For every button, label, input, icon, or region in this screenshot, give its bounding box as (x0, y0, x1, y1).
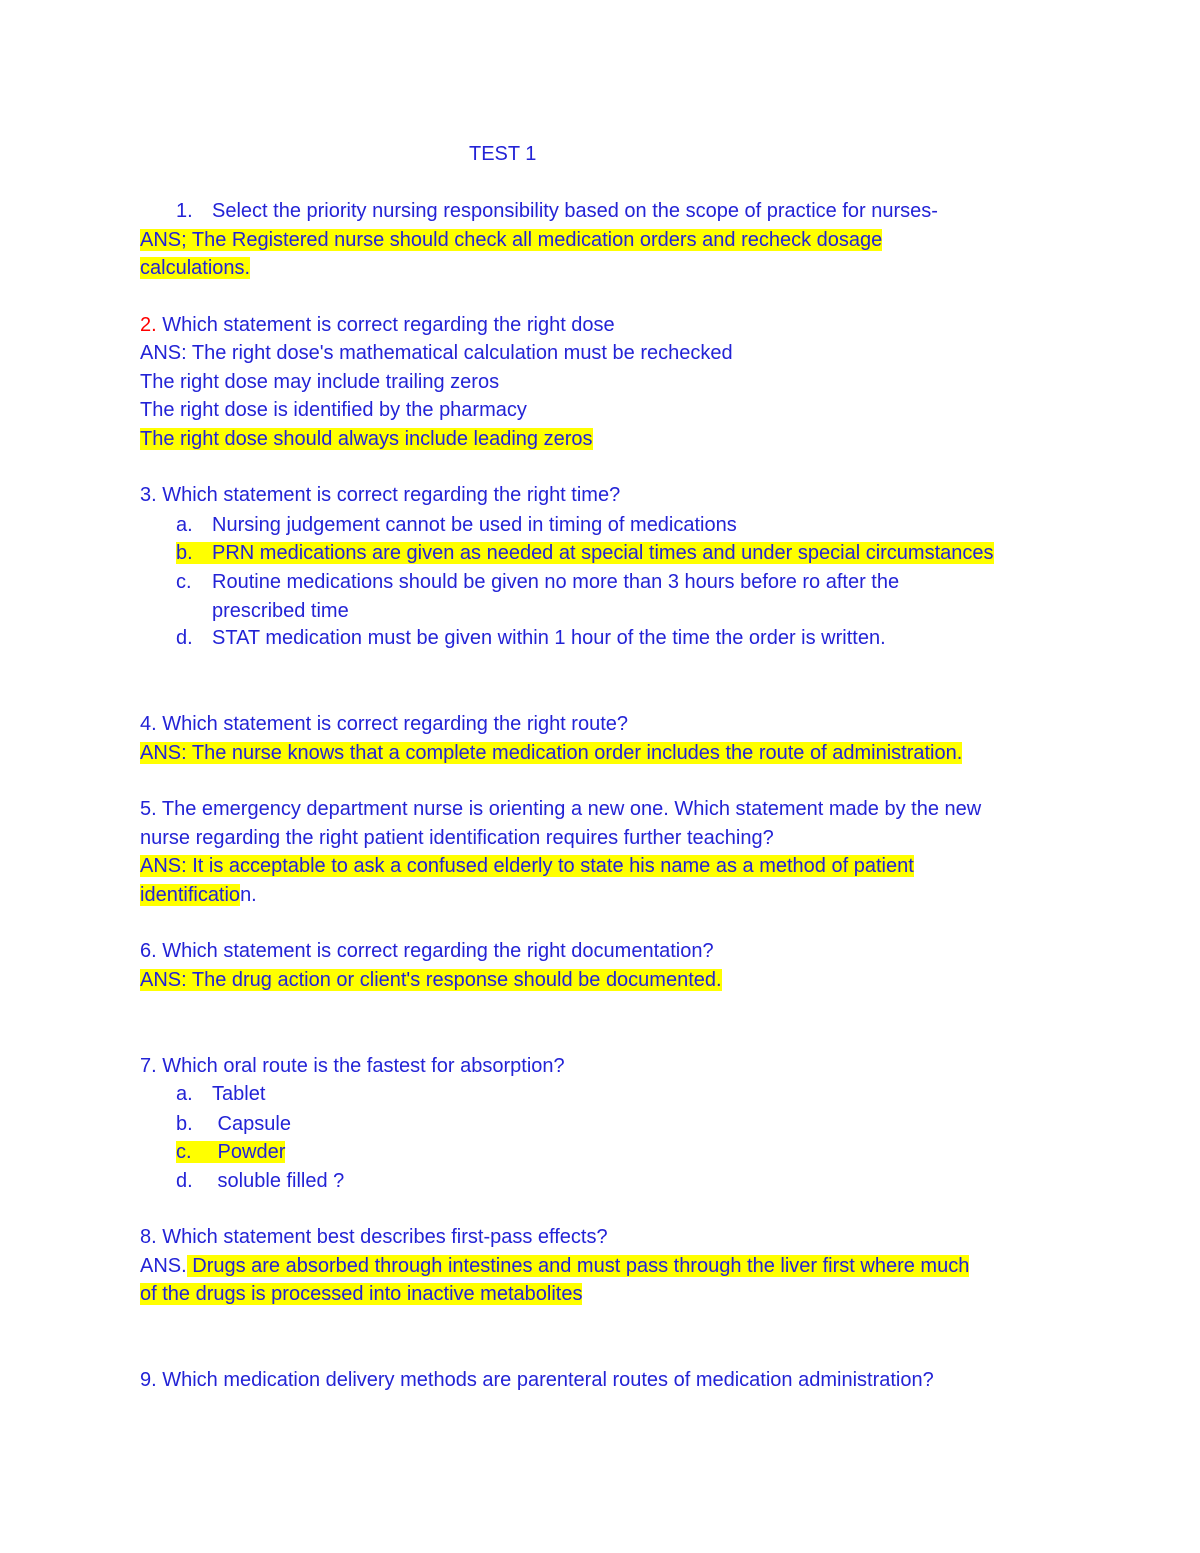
question-2-number: 2. (140, 314, 157, 336)
question-5-line-2: nurse regarding the right patient identification requires further teaching? (140, 827, 774, 849)
answer-4: ANS: The nurse knows that a complete medication order includes the route of administration. (140, 742, 963, 764)
answer-6: ANS: The drug action or client's response should be documented. (140, 969, 722, 991)
question-3-option-c-continued: prescribed time (212, 600, 349, 622)
question-7-option-c: c. Powder (176, 1141, 286, 1163)
question-9: 9. Which medication delivery methods are parenteral routes of medication administration? (140, 1369, 934, 1391)
question-2-option-2: The right dose is identified by the pharmacy (140, 399, 527, 421)
answer-5-line-2: identification. (140, 884, 257, 906)
question-7-option-d: d. soluble filled ? (176, 1170, 345, 1192)
question-2-text: Which statement is correct regarding the right dose (156, 314, 615, 336)
question-7: 7. Which oral route is the fastest for absorption? (140, 1055, 565, 1077)
answer-8-line-2: of the drugs is processed into inactive metabolites (140, 1283, 583, 1305)
question-3-option-a: a. Nursing judgement cannot be used in timing of medications (176, 514, 737, 536)
answer-8-line-1: ANS. Drugs are absorbed through intestines and must pass through the liver first where much (140, 1255, 970, 1277)
page-title: TEST 1 (469, 143, 537, 165)
question-1 (176, 198, 938, 224)
question-8: 8. Which statement best describes first-pass effects? (140, 1226, 608, 1248)
question-7-option-a: a. Tablet (176, 1083, 266, 1105)
answer-1-line-1: ANS; The Registered nurse should check all medication orders and recheck dosage (140, 229, 883, 251)
question-1-text: Select the priority nursing responsibility based on the scope of practice for nurses- (212, 200, 938, 222)
question-2-option-3: The right dose should always include leading zeros (140, 428, 593, 450)
question-3: 3. Which statement is correct regarding the right time? (140, 484, 621, 506)
answer-1-line-2: calculations. (140, 257, 251, 279)
question-3-option-c: c. Routine medications should be given no more than 3 hours before ro after the (176, 571, 900, 593)
question-1-number: 1. (176, 200, 193, 222)
question-5-line-1: 5. The emergency department nurse is orienting a new one. Which statement made by the new (140, 798, 982, 820)
answer-5-line-1: ANS: It is acceptable to ask a confused elderly to state his name as a method of patient (140, 855, 914, 877)
question-3-option-d: d. STAT medication must be given within 1 hour of the time the order is written. (176, 627, 886, 649)
question-2 (140, 312, 615, 338)
question-4: 4. Which statement is correct regarding the right route? (140, 713, 629, 735)
question-3-option-b: b. PRN medications are given as needed at special times and under special circumstances (176, 542, 994, 564)
question-6: 6. Which statement is correct regarding the right documentation? (140, 940, 714, 962)
question-2-option-1: The right dose may include trailing zeros (140, 371, 500, 393)
answer-2: ANS: The right dose's mathematical calculation must be rechecked (140, 342, 733, 364)
question-7-option-b: b. Capsule (176, 1113, 291, 1135)
